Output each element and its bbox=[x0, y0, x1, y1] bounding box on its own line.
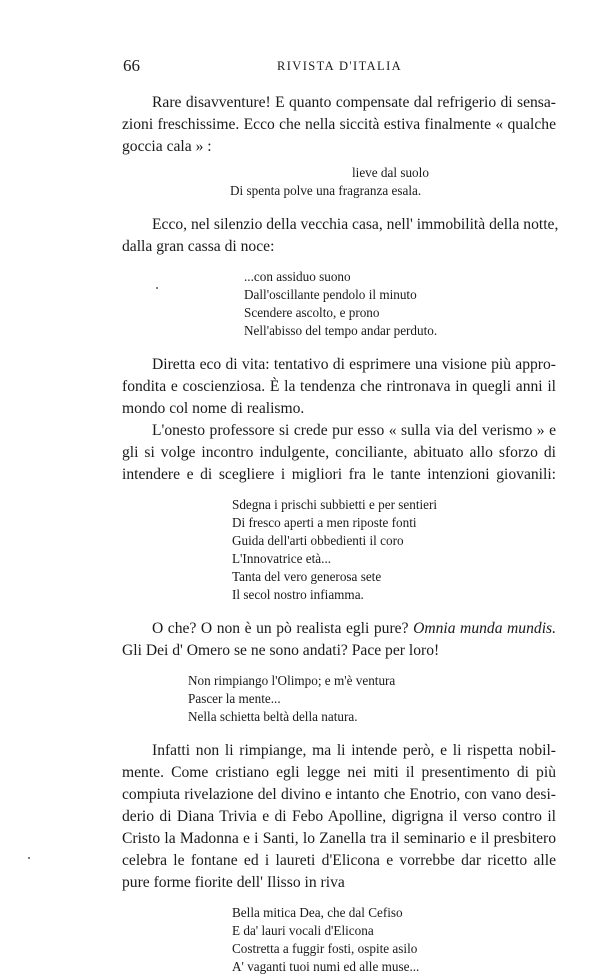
text-line: gli si volge incontro indulgente, conciliante, abituato allo sforzo di bbox=[122, 444, 556, 461]
page-body bbox=[122, 92, 559, 976]
verse-line: Scendere ascolto, e prono bbox=[244, 305, 380, 320]
verse-3 bbox=[122, 496, 556, 604]
page-number: 66 bbox=[123, 56, 140, 75]
text-line: pure forme fiorite dell' Ilisso in riva bbox=[122, 874, 345, 891]
verse-line: Guida dell'arti obbedienti il coro bbox=[232, 533, 404, 548]
text-line: derio di Diana Trivia e di Febo Apolline, digrigna il verso contro il bbox=[122, 808, 556, 825]
verse-line: lieve dal suolo bbox=[352, 165, 429, 180]
text-line: fondita e coscienziosa. È la tendenza che rintronava in quegli anni il bbox=[122, 378, 556, 395]
text-line: Rare disavventure! E quanto compensate dal refrigerio di sensa- bbox=[152, 94, 556, 111]
paragraph-5 bbox=[122, 618, 556, 662]
verse-line: Nella schietta beltà della natura. bbox=[188, 709, 358, 724]
print-speck bbox=[156, 287, 158, 289]
text-line: compiuta rivelazione del divino e intanto che Enotrio, con vano desi- bbox=[122, 786, 556, 803]
verse-line: Il secol nostro infiamma. bbox=[232, 587, 364, 602]
verse-line: Pascer la mente... bbox=[188, 691, 281, 706]
verse-5 bbox=[122, 904, 556, 976]
verse-line: Nell'abisso del tempo andar perduto. bbox=[244, 323, 438, 338]
text-line: Infatti non li rimpiange, ma li intende però, e li rispetta nobil- bbox=[152, 742, 556, 759]
paragraph-3 bbox=[122, 354, 556, 420]
verse-line: Non rimpiango l'Olimpo; e m'è ventura bbox=[188, 673, 396, 688]
text-line: intendere e di scegliere i migliori fra le tante intenzioni giovanili: bbox=[122, 466, 556, 483]
verse-2 bbox=[122, 268, 556, 340]
text-line: Gli Dei d' Omero se ne sono andati? Pace per loro! bbox=[122, 642, 440, 659]
verse-line: Di spenta polve una fragranza esala. bbox=[230, 183, 422, 198]
text-line: goccia cala » : bbox=[122, 138, 212, 155]
text-line bbox=[122, 618, 556, 640]
running-title: RIVISTA D'ITALIA bbox=[277, 59, 403, 73]
verse-line: E da' lauri vocali d'Elicona bbox=[232, 923, 374, 938]
verse-line: Sdegna i prischi subbietti e per sentieri bbox=[232, 497, 438, 512]
text-line: mondo col nome di realismo. bbox=[122, 400, 305, 417]
text-line: celebra le fontane ed i laureti d'Elicona e vorrebbe dar ricetto alle bbox=[122, 852, 556, 869]
text-line: dalla gran cassa di noce: bbox=[122, 238, 275, 255]
verse-line: ...con assiduo suono bbox=[244, 269, 351, 284]
paragraph-6 bbox=[122, 740, 556, 894]
print-speck bbox=[28, 857, 30, 859]
text-line: Ecco, nel silenzio della vecchia casa, nell' immobilità della notte, bbox=[152, 216, 559, 233]
paragraph-1 bbox=[122, 92, 556, 158]
verse-1 bbox=[122, 164, 556, 200]
verse-line: Bella mitica Dea, che dal Cefiso bbox=[232, 905, 403, 920]
verse-line: Dall'oscillante pendolo il minuto bbox=[244, 287, 417, 302]
text-line: Diretta eco di vita: tentativo di esprimere una visione più appro- bbox=[152, 356, 556, 373]
paragraph-2 bbox=[122, 214, 559, 258]
verse-line: Di fresco aperti a men riposte fonti bbox=[232, 515, 417, 530]
text-line: L'onesto professore si crede pur esso « sulla via del verismo » e bbox=[152, 422, 556, 439]
verse-line: Tanta del vero generosa sete bbox=[232, 569, 382, 584]
text-line: zioni freschissime. Ecco che nella siccità estiva finalmente « qualche bbox=[122, 116, 556, 133]
verse-line: A' vaganti tuoi numi ed alle muse... bbox=[232, 959, 420, 974]
paragraph-4 bbox=[122, 420, 556, 486]
page-header bbox=[123, 56, 555, 78]
text-segment: O che? O non è un pò realista egli pure? bbox=[152, 620, 409, 637]
text-line: Cristo la Madonna e i Santi, lo Zanella tra il seminario e il presbitero bbox=[122, 830, 556, 847]
text-line: mente. Come cristiano egli legge nei miti il presentimento di più bbox=[122, 764, 556, 781]
latin-phrase: Omnia munda mundis. bbox=[413, 620, 556, 637]
verse-4 bbox=[122, 672, 556, 726]
verse-line: Costretta a fuggir fosti, ospite asilo bbox=[232, 941, 418, 956]
verse-line: L'Innovatrice età... bbox=[232, 551, 332, 566]
